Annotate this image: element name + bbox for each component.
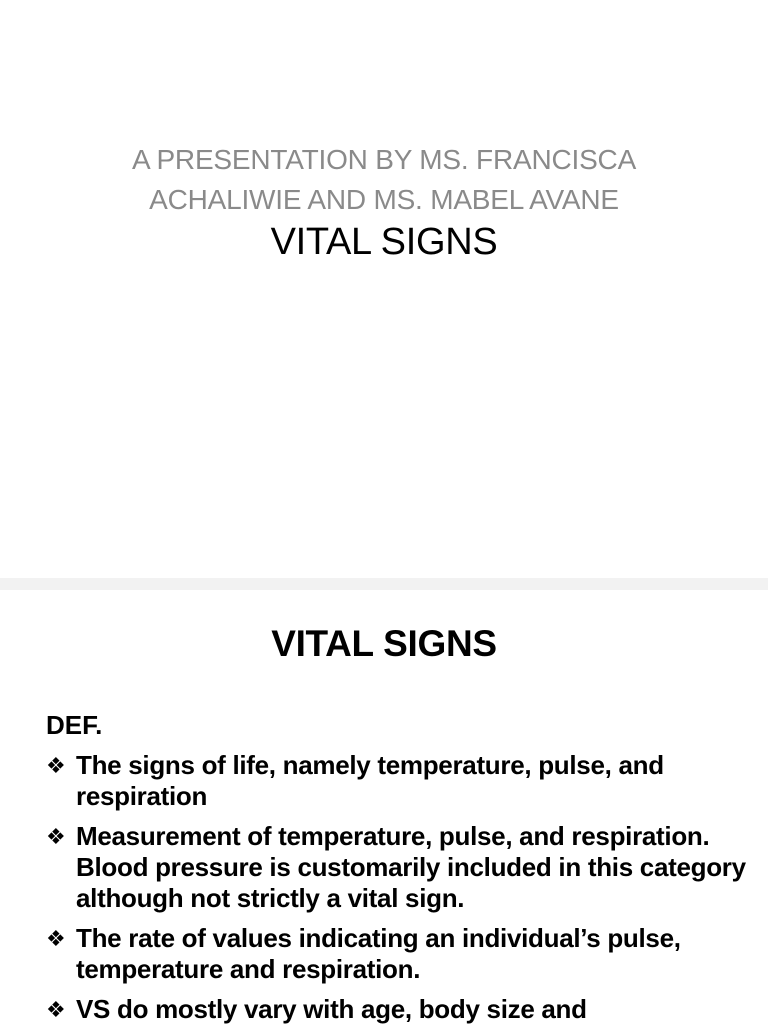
diamond-dots-icon: ❖ (46, 997, 66, 1022)
subtitle-line-1: A PRESENTATION BY MS. FRANCISCA (131, 144, 637, 175)
diamond-dots-icon: ❖ (46, 753, 66, 778)
slide-title-heading: VITAL SIGNS (270, 221, 498, 263)
list-item-text: VS do mostly vary with age, body size and (76, 994, 587, 1024)
presentation-subtitle (0, 140, 768, 220)
slide-definition (0, 590, 768, 1024)
list-item-text: The signs of life, namely temperature, pulse, and respiration (76, 750, 664, 811)
list-item-text: Measurement of temperature, pulse, and respiration. Blood pressure is customarily included in this category although not strictly a vital sign. (76, 821, 746, 913)
slide-heading: VITAL SIGNS (271, 623, 497, 664)
definition-label: DEF. (46, 710, 103, 740)
list-item (46, 994, 746, 1024)
list-item-text: The rate of values indicating an individual’s pulse, temperature and respiration. (76, 923, 681, 984)
subtitle-line-2: ACHALIWIE AND MS. MABEL AVANE (149, 184, 619, 215)
slide-body (46, 710, 746, 1024)
list-item (46, 750, 746, 812)
definition-list (46, 750, 746, 1024)
list-item (46, 923, 746, 985)
diamond-dots-icon: ❖ (46, 824, 66, 849)
diamond-dots-icon: ❖ (46, 926, 66, 951)
list-item (46, 821, 746, 914)
